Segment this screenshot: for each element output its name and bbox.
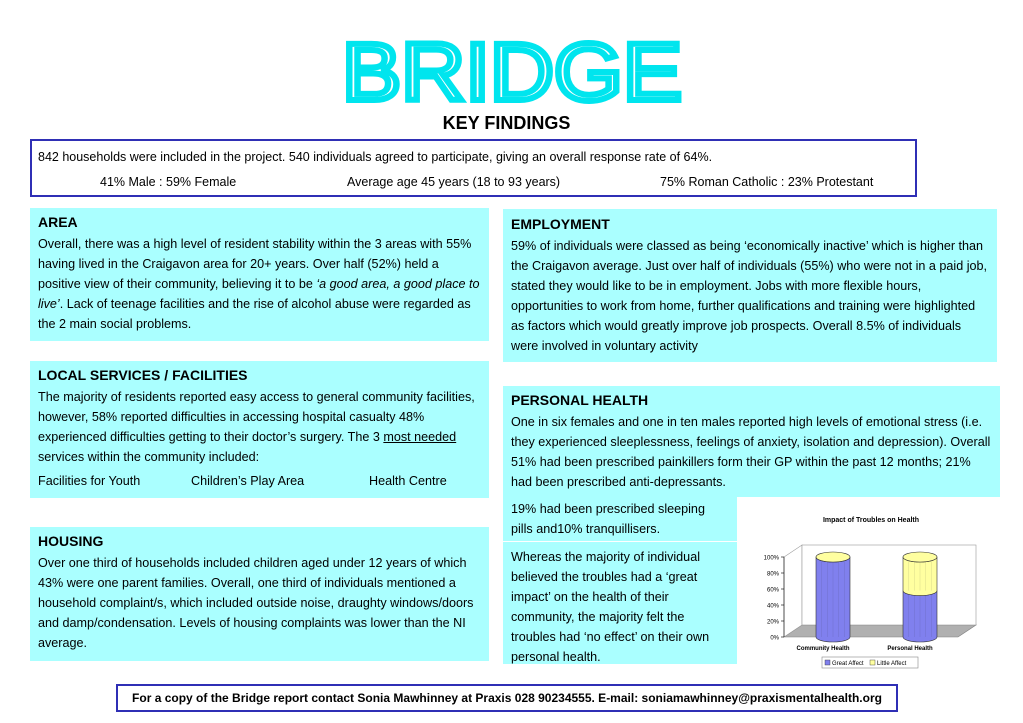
stat-religion: 75% Roman Catholic : 23% Protestant	[660, 175, 874, 189]
chart-y-tick-label: 40%	[766, 603, 779, 610]
area-text: Overall, there was a high level of resident stability within the 3 areas with 55% having lived in the Craigavon area for 20+ years. Over half (52%) held a positive view of their community, believing it to be ‘a good area, a good place to live’. Lack of teenage facilities and the rise of alcohol abuse were regarded as the 2 main social problems.	[38, 237, 480, 331]
troubles-box	[503, 542, 737, 664]
health-continued-text: 19% had been prescribed sleeping pills and10% tranquillisers.	[511, 502, 705, 536]
housing-box	[30, 527, 489, 661]
chart-legend-label: Great Affect	[832, 661, 864, 667]
troubles-text: Whereas the majority of individual believed the troubles had a ‘great impact’ on the health of their community, the majority felt the troubles had ‘no effect’ on their own personal health.	[511, 550, 710, 664]
chart-bar-top	[816, 552, 850, 562]
health-continued	[503, 497, 737, 541]
page-title	[0, 18, 1023, 112]
page-subtitle: KEY FINDINGS	[442, 113, 571, 133]
chart-bar-top	[903, 552, 937, 562]
chart-y-tick-label: 20%	[766, 619, 779, 626]
chart-legend-label: Little Affect	[877, 661, 907, 667]
services-heading: LOCAL SERVICES / FACILITIES	[38, 367, 248, 383]
intro-summary: 842 households were included in the project. 540 individuals agreed to participate, giving an overall response rate of 64%.	[38, 150, 713, 164]
contact-footer: For a copy of the Bridge report contact Sonia Mawhinney at Praxis 028 90234555. E-mail: soniamawhinney@praxismentalhealth.org	[116, 684, 898, 712]
area-box	[30, 208, 489, 341]
intro-box	[30, 139, 917, 197]
facility-item: Facilities for Youth	[38, 474, 141, 488]
chart-x-label: Community Health	[796, 646, 850, 652]
chart-y-tick-label: 80%	[766, 571, 779, 578]
housing-text: Over one third of households included children aged under 12 years of which 43% were one parent families. Overall, one third of individuals mentioned a household complaint/s, which included outside noise, draughty windows/doors and damp/condensation. Levels of housing complaints was lower than the NI average.	[38, 556, 474, 650]
employment-text: 59% of individuals were classed as being ‘economically inactive’ which is higher than the Craigavon average. Just over half of individuals (55%) who were not in a paid job, stated they would like to be in employment. Jobs with more flexible hours, opportunities to work from home, further qualifications and training were highlighted as factors which would greatly improve job prospects. Overall 8.5% of individuals were involved in voluntary activity	[511, 239, 988, 353]
services-text: The majority of residents reported easy access to general community facilities, however, 58% reported difficulties in accessing hospital casualty 48% experienced difficulties getting to their doctor’s surgery. The 3 most needed services within the community included:	[38, 390, 475, 464]
employment-heading: EMPLOYMENT	[511, 216, 610, 232]
area-heading: AREA	[38, 214, 78, 230]
facility-item: Children’s Play Area	[191, 474, 305, 488]
services-box	[30, 361, 489, 498]
troubles-chart	[738, 508, 1000, 673]
housing-heading: HOUSING	[38, 533, 104, 549]
chart-title: Impact of Troubles on Health	[822, 517, 920, 524]
chart-x-labels	[796, 646, 933, 652]
chart-legend-swatch	[870, 660, 875, 665]
chart-floor	[784, 545, 976, 637]
health-heading: PERSONAL HEALTH	[511, 392, 649, 408]
employment-box	[503, 209, 997, 362]
page-title-text: BRIDGE	[341, 27, 682, 112]
health-box	[503, 386, 1000, 497]
chart-legend	[822, 657, 918, 668]
health-text: One in six females and one in ten males reported high levels of emotional stress (i.e. they experienced sleeplessness, feelings of anxiety, isolation and depression). Overall 51% had been prescribed painkillers form their GP within the past 12 months; 21% had been prescribed anti-depressants.	[511, 415, 991, 489]
facility-item: Health Centre	[369, 474, 447, 488]
chart-y-tick-label: 60%	[766, 587, 779, 594]
chart-y-tick-label: 100%	[763, 555, 779, 562]
chart-canvas	[738, 508, 1000, 673]
stat-age: Average age 45 years (18 to 93 years)	[347, 175, 561, 189]
stat-gender: 41% Male : 59% Female	[100, 175, 237, 189]
chart-legend-swatch	[825, 660, 830, 665]
chart-axis	[764, 556, 784, 642]
chart-side-wall	[784, 545, 802, 637]
chart-y-tick-label: 0%	[770, 635, 779, 642]
chart-floor-plane	[784, 625, 976, 637]
chart-x-label: Personal Health	[887, 646, 933, 652]
